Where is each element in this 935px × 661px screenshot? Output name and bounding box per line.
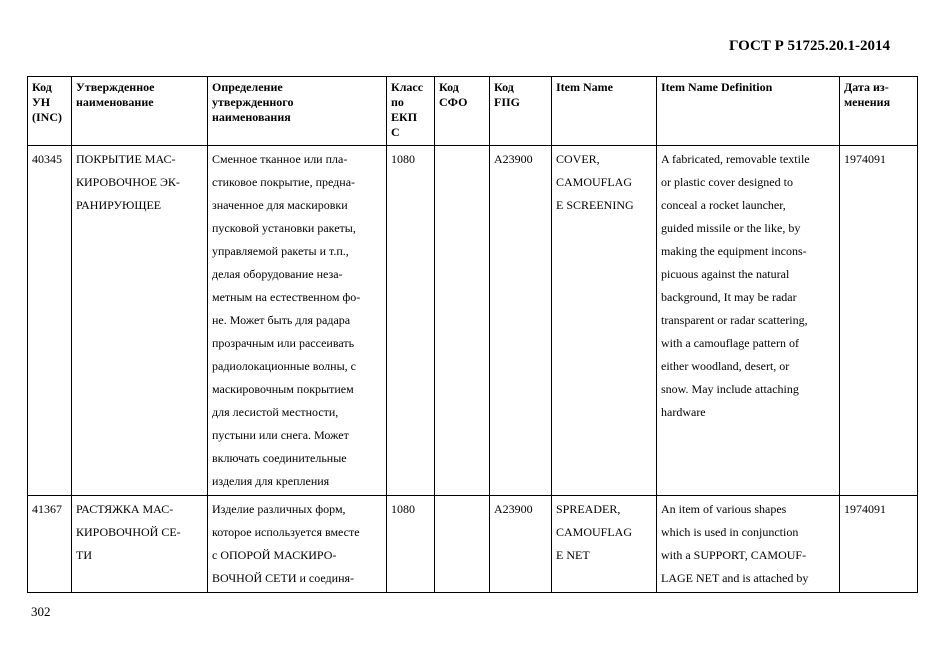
- cell-item-name: SPREADER, CAMOUFLAG E NET: [552, 496, 657, 593]
- document-standard-header: ГОСТ Р 51725.20.1-2014: [728, 38, 890, 54]
- cell-approved-name: ПОКРЫТИЕ МАС- КИРОВОЧНОЕ ЭК- РАНИРУЮЩЕЕ: [72, 146, 208, 496]
- column-header-approved-name: Утвержденное наименование: [72, 77, 208, 146]
- column-header-class: Класс по ЕКП С: [387, 77, 435, 146]
- cell-class: 1080: [387, 146, 435, 496]
- cell-definition: Изделие различных форм, которое используется вместе с ОПОРОЙ МАСКИРО- ВОЧНОЙ СЕТИ и соединя-: [208, 496, 387, 593]
- column-header-fiig: Код FIIG: [490, 77, 552, 146]
- page-number: 302: [31, 604, 51, 619]
- cell-class: 1080: [387, 496, 435, 593]
- column-header-sfo: Код СФО: [435, 77, 490, 146]
- cell-sfo: [435, 496, 490, 593]
- catalog-table-container: [27, 76, 917, 593]
- column-header-item-name: Item Name: [552, 77, 657, 146]
- column-header-inc: Код УН (INC): [28, 77, 72, 146]
- table-row: [28, 496, 918, 593]
- cell-item-name: COVER, CAMOUFLAG E SCREENING: [552, 146, 657, 496]
- table-row: [28, 146, 918, 496]
- cell-inc: 40345: [28, 146, 72, 496]
- column-header-definition: Определение утвержденного наименования: [208, 77, 387, 146]
- cell-change-date: 1974091: [840, 146, 918, 496]
- cell-item-definition: A fabricated, removable textile or plastic cover designed to conceal a rocket launcher, guided missile or the like, by making the equipment incons- picuous against the natural background, It may be radar transparent or radar scattering, with a camouflage pattern of either woodland, desert, or snow. May include attaching hardware: [657, 146, 840, 496]
- cell-fiig: A23900: [490, 146, 552, 496]
- column-header-item-definition: Item Name Definition: [657, 77, 840, 146]
- catalog-table: [27, 76, 918, 593]
- cell-inc: 41367: [28, 496, 72, 593]
- column-header-change-date: Дата из- менения: [840, 77, 918, 146]
- cell-item-definition: An item of various shapes which is used in conjunction with a SUPPORT, CAMOUF- LAGE NET and is attached by: [657, 496, 840, 593]
- table-header-row: [28, 77, 918, 146]
- cell-change-date: 1974091: [840, 496, 918, 593]
- cell-approved-name: РАСТЯЖКА МАС- КИРОВОЧНОЙ СЕ- ТИ: [72, 496, 208, 593]
- cell-fiig: A23900: [490, 496, 552, 593]
- cell-definition: Сменное тканное или пла- стиковое покрытие, предна- значенное для маскировки пусковой установки ракеты, управляемой ракеты и т.п., делая оборудование неза- метным на естественном фо- не. Может быть для радара прозрачным или рассеивать радиолокационные волны, с маскировочным покрытием для лесистой местности, пустыни или снега. Может включать соединительные изделия для крепления: [208, 146, 387, 496]
- cell-sfo: [435, 146, 490, 496]
